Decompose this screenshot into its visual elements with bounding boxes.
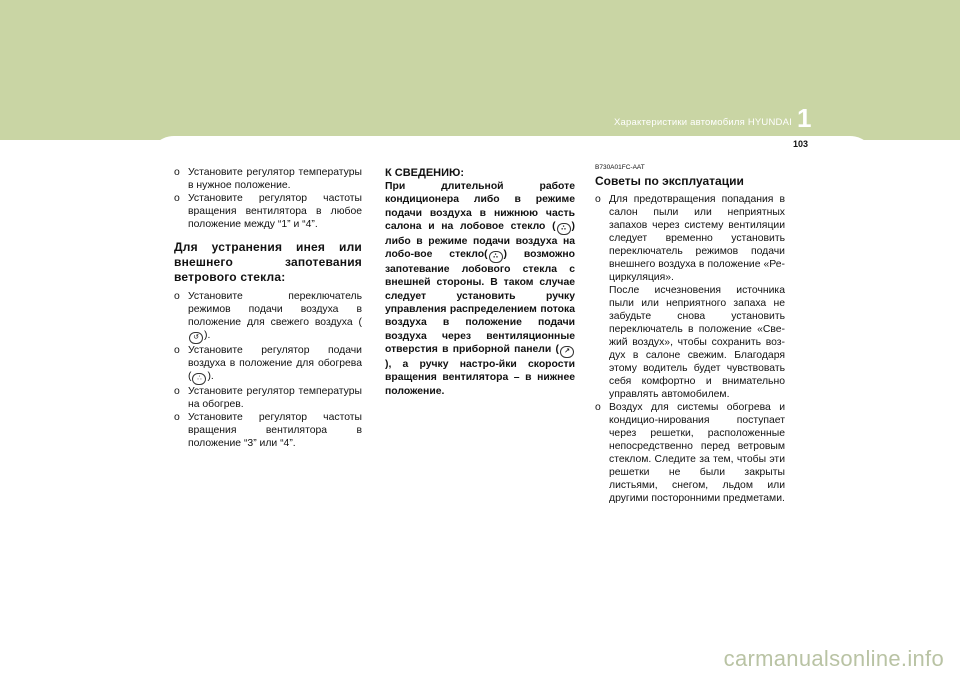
caution-title: К СВЕДЕНИЮ: xyxy=(385,167,465,179)
bullet: o xyxy=(174,345,180,356)
section-code: B730A01FC-AAT xyxy=(595,164,645,171)
list-item-text: Установите регулятор частоты вращения вентилятора в любое положение между “1” и “4”. xyxy=(188,193,362,230)
fresh-air-icon: ↺ xyxy=(189,332,203,344)
defrost-icon: ∴ xyxy=(192,373,206,385)
face-vent-icon: ↗ xyxy=(560,346,574,358)
bullet: o xyxy=(174,386,180,397)
defrost-icon: ∴ xyxy=(489,251,503,263)
list-item-text: Воздух для системы обогрева и кондицио-нирования поступает через решетки, расположенные непосредственно перед ветровым стеклом. Следите за тем, чтобы эти решетки не были закрыты листьями, снегом, льдом или другими посторонними предметами. xyxy=(609,402,785,504)
bullet: o xyxy=(174,193,180,204)
list-item xyxy=(174,385,362,411)
list-item xyxy=(174,290,362,344)
list-item-text: Установите переключатель режимов подачи воздуха в положение для свежего воздуха (↺ ). xyxy=(188,290,362,344)
list-item xyxy=(174,411,362,450)
list-item xyxy=(174,344,362,385)
list-item-text: Установите регулятор температуры на обогрев. xyxy=(188,386,362,410)
list-item-text: Для предотвращения попадания в салон пыли или неприятных запахов через систему вентиляции следует временно установить переключатель режимов подачи внешнего воздуха в положение «Ре-циркуляция». После исчезновения источника пыли или неприятного запаха не забудьте снова установить переключатель в положение «Све-жий воздух», чтобы сохранить воз-дух в салоне свежим. Благодаря этому водитель будет чувствовать себя комфортно и внимательно управлять автомобилем. xyxy=(609,194,785,400)
floor-defrost-icon: ∴ xyxy=(557,223,571,235)
watermark: carmanualsonline.info xyxy=(723,646,944,671)
caution-text: При длительной работе кондиционера либо в режиме подачи воздуха в нижнюю часть салона и на лобовое стекло ( ∴ ) либо в режиме подачи воздуха на лобо-вое стекло( ∴ ) возможно запотевание лобового стекла с внешней стороны. В таком случае следует установить ручку управления распределением потока воздуха в положение подачи воздуха через вентиляционные отверстия в приборной панели ( ↗), а ручку настро-йки скорости вращения вентилятора – в нижнее положение. xyxy=(385,181,576,397)
bullet: o xyxy=(174,291,180,302)
right-column xyxy=(595,164,785,505)
list-item xyxy=(174,192,362,231)
section-title: Советы по эксплуатации xyxy=(595,174,744,188)
header-band xyxy=(0,0,960,140)
list-item-text: Установите регулятор температуры в нужное положение. xyxy=(188,167,362,191)
list-item xyxy=(595,193,785,401)
list-item xyxy=(595,401,785,505)
bullet: o xyxy=(595,402,601,413)
caution-box xyxy=(385,166,575,398)
list-item xyxy=(174,166,362,192)
chapter-number: 1 xyxy=(797,103,812,133)
list-item-text: Установите регулятор частоты вращения вентилятора в положение “3” или “4”. xyxy=(188,412,362,449)
list-item-text: Установите регулятор подачи воздуха в положение для обогрева ( ∴ ). xyxy=(188,344,362,385)
bullet: o xyxy=(174,412,180,423)
chapter-title: Характеристики автомобиля HYUNDAI xyxy=(614,117,792,128)
left-column xyxy=(174,166,362,450)
bullet: o xyxy=(595,194,601,205)
bullet: o xyxy=(174,167,180,178)
page-number: 103 xyxy=(793,139,809,149)
section-title: Для устранения инея или внешнего запотевания ветрового стекла: xyxy=(174,240,362,284)
